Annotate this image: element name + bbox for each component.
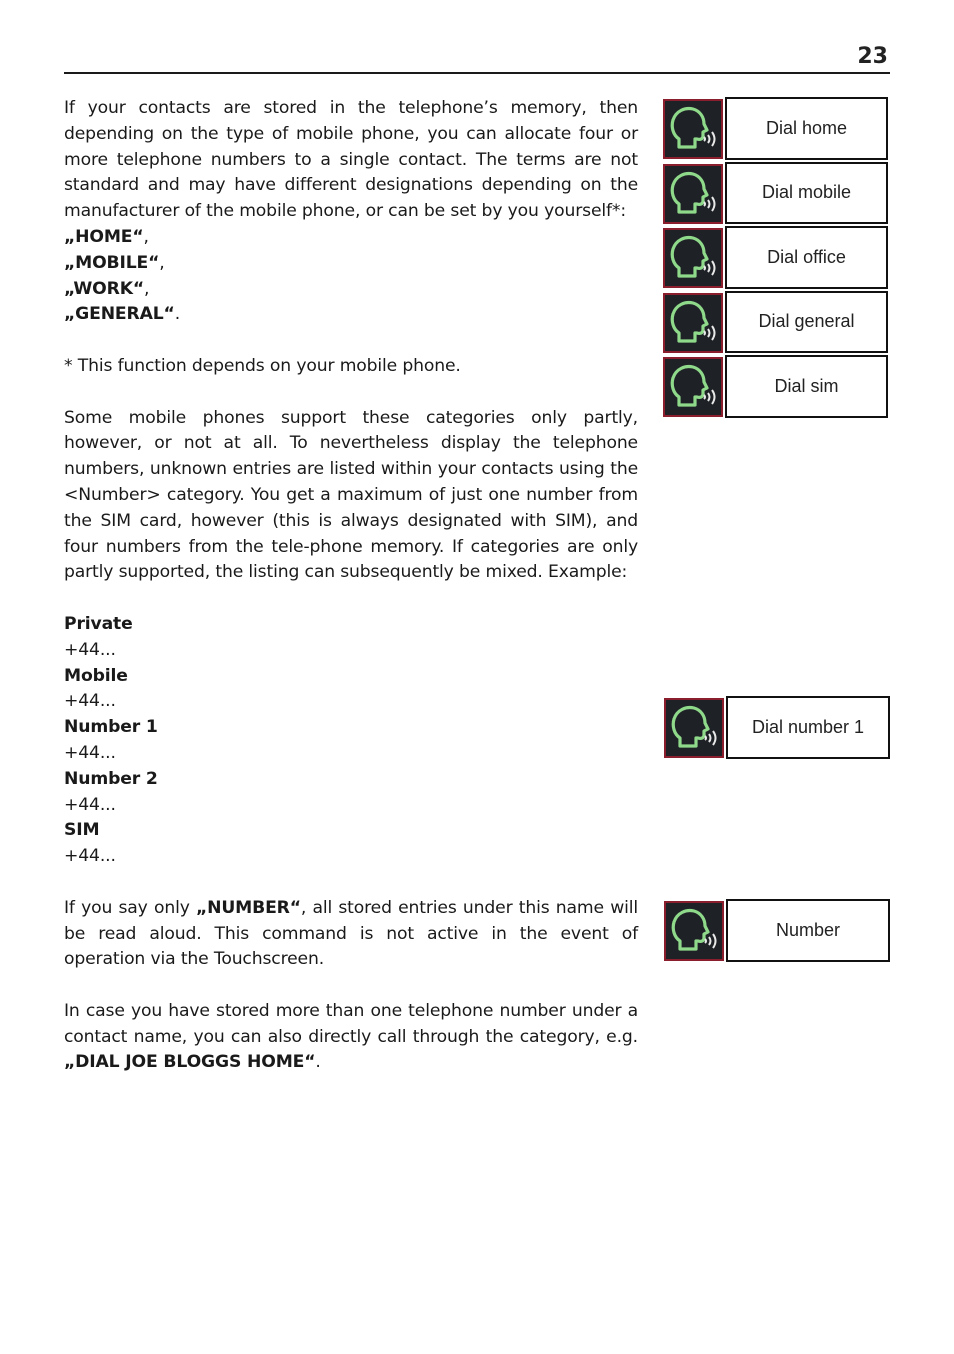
term-item (64, 225, 638, 251)
example-category: Private (64, 613, 133, 634)
voice-command-group (664, 899, 890, 964)
voice-command-row (663, 97, 888, 162)
footnote: * This function depends on your mobile phone. (64, 355, 461, 376)
term-label: „HOME“ (64, 226, 144, 247)
page-number: 23 (857, 44, 888, 69)
voice-command-row (664, 696, 890, 761)
term-separator: , (143, 226, 149, 247)
example-category: Number 2 (64, 768, 158, 789)
speaking-head-icon (664, 698, 724, 758)
voice-command-row (663, 162, 888, 227)
voice-command-button[interactable]: Dial sim (725, 355, 888, 418)
example-number: +44... (64, 639, 116, 660)
term-item (64, 277, 638, 303)
example-number: +44... (64, 846, 116, 867)
support-paragraph: Some mobile phones support these categories only partly, however, or not at all. To nevertheless display the telephone numbers, unknown entries are listed within your contacts using the <Number> category. You get a maximum of just one number from the SIM card, however (this is always designated with SIM), and four numbers from the tele-phone memory. If categories are only partly supported, the listing can subsequently be mixed. Example: (64, 407, 638, 583)
category-paragraph: In case you have stored more than one telephone number under a contact name, you can also directly call through the category, e.g. „DIAL JOE BLOGGS HOME“. (64, 1000, 638, 1073)
voice-command-button[interactable]: Dial general (725, 291, 888, 354)
voice-command-button[interactable]: Dial home (725, 97, 888, 160)
number-paragraph: If you say only „NUMBER“, all stored entries under this name will be read aloud. This command is not active in the event of operation via the Touchscreen. (64, 897, 638, 970)
term-separator: , (159, 252, 165, 273)
header-rule (64, 72, 890, 74)
voice-command-button[interactable]: Dial mobile (725, 162, 888, 225)
example-number: +44... (64, 794, 116, 815)
intro-paragraph: If your contacts are stored in the telephone’s memory, then depending on the type of mobile phone, you can allocate four or more telephone numbers to a single contact. The terms are not standard and may have different designations depending on the manufacturer of the mobile phone, or can be set by you yourself*: (64, 98, 638, 222)
term-item (64, 251, 638, 277)
speaking-head-icon (663, 99, 723, 159)
example-list (64, 612, 638, 870)
speaking-head-icon (663, 228, 723, 288)
number-command: „NUMBER“ (195, 897, 301, 918)
voice-command-button[interactable]: Dial office (725, 226, 888, 289)
voice-command-row (663, 291, 888, 356)
speaking-head-icon (663, 293, 723, 353)
term-label: „MOBILE“ (64, 252, 160, 273)
speaking-head-icon (664, 901, 724, 961)
voice-command-group (663, 97, 888, 420)
term-separator: , (144, 278, 150, 299)
voice-command-button[interactable]: Number (726, 899, 890, 962)
term-item (64, 302, 638, 328)
speaking-head-icon (663, 357, 723, 417)
category-command: „DIAL JOE BLOGGS HOME“ (64, 1052, 316, 1073)
voice-command-row (663, 355, 888, 420)
term-list (64, 225, 638, 328)
example-category: Number 1 (64, 717, 158, 738)
example-category: SIM (64, 820, 100, 841)
example-number: +44... (64, 742, 116, 763)
voice-command-row (664, 899, 890, 964)
term-separator: . (174, 304, 181, 325)
voice-command-group (664, 696, 890, 761)
example-number: +44... (64, 691, 116, 712)
body-text (64, 96, 638, 1076)
term-label: „GENERAL“ (64, 304, 175, 325)
voice-command-button[interactable]: Dial number 1 (726, 696, 890, 759)
voice-command-row (663, 226, 888, 291)
term-label: „WORK“ (64, 278, 145, 299)
example-category: Mobile (64, 665, 128, 686)
speaking-head-icon (663, 164, 723, 224)
